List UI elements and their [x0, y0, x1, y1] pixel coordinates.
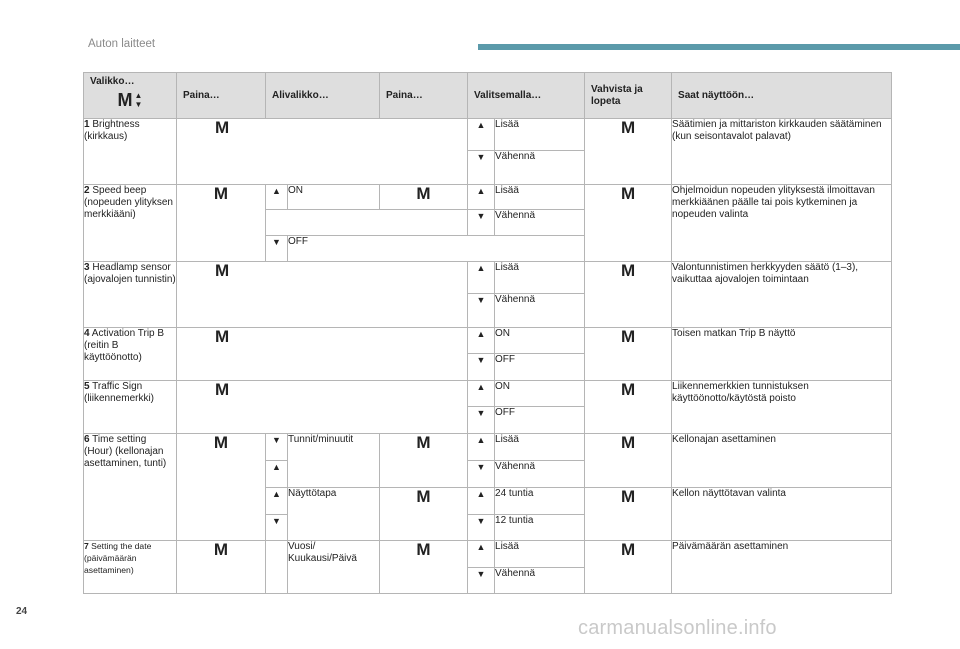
down-arrow-icon: ▼: [266, 515, 288, 541]
option-label: Lisää: [495, 541, 585, 568]
table-row: [84, 328, 892, 354]
submenu-label: OFF: [288, 236, 585, 262]
option-label: OFF: [495, 407, 585, 434]
menu-item-time-setting: 6 Time setting (Hour) (kellonajan asettaminen, tunti): [84, 434, 177, 541]
up-arrow-icon: ▲: [134, 91, 143, 100]
m-button-icon: M: [380, 541, 468, 594]
table-row: [84, 262, 892, 294]
row-description: Liikennemerkkien tunnistuksen käyttöönotto/käytöstä poisto: [672, 381, 892, 434]
row-description: Ohjelmoidun nopeuden ylityksestä ilmoittavan merkkiäänen päälle tai pois kytkeminen ja nopeuden valinta: [672, 185, 892, 262]
row-description: Kellonajan asettaminen: [672, 434, 892, 488]
col-header-press-2: Paina…: [380, 73, 468, 119]
option-label: Lisää: [495, 185, 585, 210]
col-header-press: Paina…: [177, 73, 266, 119]
down-arrow-icon: ▼: [266, 434, 288, 461]
table-row: [84, 434, 892, 461]
down-arrow-icon: ▼: [468, 568, 495, 594]
option-label: 12 tuntia: [495, 515, 585, 541]
m-button-icon: M: [585, 488, 672, 541]
down-arrow-icon: ▼: [134, 100, 143, 109]
up-arrow-icon: ▲: [468, 488, 495, 515]
down-arrow-icon: ▼: [468, 354, 495, 381]
m-button-icon: M: [177, 328, 468, 381]
m-button-icon: M: [177, 262, 468, 328]
up-arrow-icon: ▲: [468, 262, 495, 294]
m-button-icon: M: [177, 541, 266, 594]
row-description: Toisen matkan Trip B näyttö: [672, 328, 892, 381]
down-arrow-icon: ▼: [468, 151, 495, 185]
col-header-submenu: Alivalikko…: [266, 73, 380, 119]
menu-item-speed-beep: 2 Speed beep (nopeuden ylityksen merkkiääni): [84, 185, 177, 262]
m-button-icon: M: [177, 185, 266, 262]
option-label: Vähennä: [495, 210, 585, 236]
down-arrow-icon: ▼: [266, 236, 288, 262]
m-button-icon: M: [380, 488, 468, 541]
col-header-select: Valitsemalla…: [468, 73, 585, 119]
down-arrow-icon: ▼: [468, 294, 495, 328]
option-label: 24 tuntia: [495, 488, 585, 515]
table-row: [84, 185, 892, 210]
option-label: OFF: [495, 354, 585, 381]
m-button-icon: M: [177, 119, 468, 185]
submenu-label: Vuosi/ Kuukausi/Päivä: [288, 541, 380, 594]
m-button-icon: M: [177, 381, 468, 434]
table-row: [84, 119, 892, 151]
m-button-icon: M: [585, 262, 672, 328]
option-label: Vähennä: [495, 294, 585, 328]
up-arrow-icon: ▲: [468, 119, 495, 151]
table-row: [84, 381, 892, 407]
option-label: Vähennä: [495, 151, 585, 185]
m-button-icon: M: [380, 434, 468, 488]
m-button-icon: M: [585, 381, 672, 434]
menu-item-traffic-sign: 5 Traffic Sign (liikennemerkki): [84, 381, 177, 434]
up-arrow-icon: ▲: [468, 381, 495, 407]
option-label: Vähennä: [495, 568, 585, 594]
col-header-menu: Valikko… M ▲ ▼: [84, 73, 177, 119]
down-arrow-icon: ▼: [468, 461, 495, 488]
up-arrow-icon: ▲: [266, 461, 288, 488]
option-label: Lisää: [495, 119, 585, 151]
down-arrow-icon: ▼: [468, 515, 495, 541]
m-button-icon: M: [585, 541, 672, 594]
option-label: ON: [495, 381, 585, 407]
m-button-icon: M: [585, 328, 672, 381]
m-button-icon: M: [380, 185, 468, 210]
up-arrow-icon: ▲: [266, 185, 288, 210]
down-arrow-icon: ▼: [468, 210, 495, 236]
page-number: 24: [16, 606, 28, 617]
up-arrow-icon: ▲: [468, 541, 495, 568]
submenu-label: ON: [288, 185, 380, 210]
row-description: Säätimien ja mittariston kirkkauden säätäminen (kun seisontavalot palavat): [672, 119, 892, 185]
up-arrow-icon: ▲: [266, 488, 288, 515]
m-button-icon: M: [585, 185, 672, 262]
row-description: Päivämäärän asettaminen: [672, 541, 892, 594]
section-title: Auton laitteet: [88, 38, 156, 50]
header-accent-bar: [478, 44, 960, 50]
col-header-display: Saat näyttöön…: [672, 73, 892, 119]
menu-item-date-setting: 7 Setting the date (päivämäärän asettaminen): [84, 541, 177, 594]
col-header-confirm: Vahvista ja lopeta: [585, 73, 672, 119]
submenu-label: Tunnit/minuutit: [288, 434, 380, 488]
option-label: Vähennä: [495, 461, 585, 488]
down-arrow-icon: ▼: [468, 407, 495, 434]
table-row: [84, 541, 892, 568]
option-label: Lisää: [495, 262, 585, 294]
m-button-icon: M: [585, 119, 672, 185]
menu-item-brightness: 1 Brightness (kirkkaus): [84, 119, 177, 185]
m-button-icon: M: [177, 434, 266, 541]
menu-item-activation-trip-b: 4 Activation Trip B (reitin B käyttöönotto): [84, 328, 177, 381]
watermark: carmanualsonline.info: [578, 617, 777, 639]
submenu-label: Näyttötapa: [288, 488, 380, 541]
up-arrow-icon: ▲: [468, 185, 495, 210]
row-description: Valontunnistimen herkkyyden säätö (1–3), vaikuttaa ajovalojen toimintaan: [672, 262, 892, 328]
menu-item-headlamp-sensor: 3 Headlamp sensor (ajovalojen tunnistin): [84, 262, 177, 328]
menu-table: [83, 72, 892, 594]
menu-button-icon: M ▲ ▼: [117, 90, 143, 110]
row-description: Kellon näyttötavan valinta: [672, 488, 892, 541]
option-label: ON: [495, 328, 585, 354]
option-label: Lisää: [495, 434, 585, 461]
up-arrow-icon: ▲: [468, 434, 495, 461]
table-header-row: [84, 73, 892, 119]
up-arrow-icon: ▲: [468, 328, 495, 354]
m-button-icon: M: [585, 434, 672, 488]
